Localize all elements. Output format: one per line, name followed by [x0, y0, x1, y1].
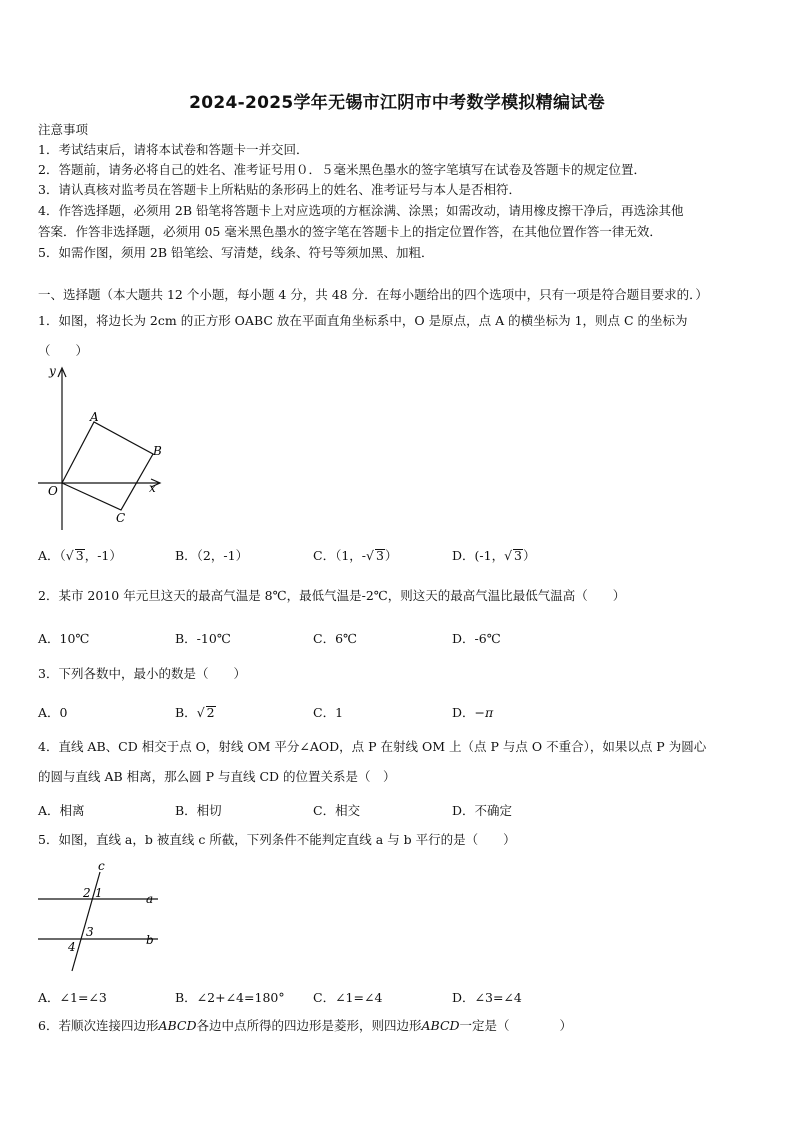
q4-stem: 4．直线 AB、CD 相交于点 O，射线 OM 平分∠AOD，点 P 在射线 OM 上（点 P 与点 O 不重合），如果以点 P 为圆心 [38, 739, 707, 754]
q3-stem: 3．下列各数中，最小的数是（ ） [38, 666, 246, 681]
line-c-label: c [98, 859, 105, 873]
point-b-label: B [153, 444, 162, 458]
q5-option-a[interactable]: A．∠1=∠3 [38, 990, 107, 1005]
x-axis-label: x [149, 481, 156, 495]
notice-heading: 注意事项 [38, 122, 89, 137]
point-c-label: C [116, 511, 126, 525]
q3-option-a[interactable]: A．0 [38, 705, 68, 720]
square-oabc [62, 422, 153, 510]
notice-item: 5．如需作图，须用 2B 铅笔绘、写清楚，线条、符号等须加黑、加粗． [38, 245, 434, 260]
angle-4-label: 4 [68, 940, 76, 954]
q4-option-d[interactable]: D．不确定 [452, 803, 513, 818]
notice-item: 3．请认真核对监考员在答题卡上所粘贴的条形码上的姓名、准考证号与本人是否相符． [38, 182, 521, 197]
sqrt-symbol: √ [196, 705, 205, 720]
section-heading: 一、选择题（本大题共 12 个小题，每小题 4 分，共 48 分．在每小题给出的四个选项中，只有一项是符合题目要求的．） [38, 287, 708, 302]
sqrt-symbol: √ [366, 548, 374, 563]
q1-option-a[interactable]: A．（√ 3，-1） [38, 548, 122, 563]
q5-option-c[interactable]: C．∠1=∠4 [313, 990, 383, 1005]
point-o-label: O [48, 484, 58, 498]
q2-option-d[interactable]: D．-6℃ [452, 631, 501, 646]
notice-item: 1．考试结束后，请将本试卷和答题卡一并交回． [38, 142, 309, 157]
angle-3-label: 3 [86, 925, 94, 939]
q2-option-c[interactable]: C．6℃ [313, 631, 358, 646]
notice-item: 4．作答选择题，必须用 2B 铅笔将答题卡上对应选项的方框涂满、涂黑；如需改动，请用橡皮擦干净后，再选涂其他 [38, 203, 684, 218]
q4-option-a[interactable]: A．相离 [38, 803, 85, 818]
point-a-label: A [90, 410, 99, 424]
line-a-label: a [146, 892, 154, 906]
notice-item: 答案．作答非选择题，必须用 05 毫米黑色墨水的签字笔在答题卡上的指定位置作答，在其他位置作答一律无效． [38, 224, 662, 239]
sqrt-symbol: √ [504, 548, 513, 563]
q4-stem-continued: 的圆与直线 AB 相离，那么圆 P 与直线 CD 的位置关系是（ ） [38, 769, 396, 784]
q2-option-a[interactable]: A．10℃ [38, 631, 90, 646]
q1-stem: 1．如图，将边长为 2cm 的正方形 OABC 放在平面直角坐标系中，O 是原点，点 A 的横坐标为 1，则点 C 的坐标为 [38, 313, 688, 328]
q1-coordinate-figure [36, 364, 176, 532]
sqrt-symbol: √ [65, 548, 74, 563]
q3-option-b[interactable]: B．√ 2 [175, 705, 215, 720]
q2-stem: 2．某市 2010 年元旦这天的最高气温是 8℃，最低气温是-2℃，则这天的最高气温比最低气温高（ ） [38, 588, 626, 603]
q1-option-c[interactable]: C．（1，-√ 3） [313, 548, 398, 563]
q4-option-b[interactable]: B．相切 [175, 803, 222, 818]
q6-stem: 6．若顺次连接四边形ABCD各边中点所得的四边形是菱形，则四边形ABCD一定是（ ） [38, 1018, 573, 1033]
q1-option-b[interactable]: B．（2，-1） [175, 548, 249, 563]
page-title: 2024-2025学年无锡市江阴市中考数学模拟精编试卷 [189, 93, 605, 113]
q2-option-b[interactable]: B．-10℃ [175, 631, 231, 646]
line-b-label: b [146, 933, 154, 947]
notice-item: 2．答题前，请务必将自己的姓名、准考证号用０．５毫米黑色墨水的签字笔填写在试卷及答题卡的规定位置． [38, 162, 646, 177]
y-axis-label: y [49, 364, 56, 378]
q1-option-d[interactable]: D．(-1，√ 3） [452, 548, 536, 563]
q3-option-c[interactable]: C．1 [313, 705, 344, 720]
q5-option-d[interactable]: D．∠3=∠4 [452, 990, 522, 1005]
q5-option-b[interactable]: B．∠2+∠4=180° [175, 990, 285, 1005]
q3-option-d[interactable]: D．−π [452, 705, 494, 720]
q4-option-c[interactable]: C．相交 [313, 803, 361, 818]
q1-answer-paren: （ ） [38, 343, 89, 358]
angle-2-label: 2 [83, 886, 91, 900]
angle-1-label: 1 [95, 886, 103, 900]
q5-parallel-lines-figure [36, 858, 160, 974]
q5-stem: 5．如图，直线 a，b 被直线 c 所截，下列条件不能判定直线 a 与 b 平行的是（ ） [38, 832, 516, 847]
